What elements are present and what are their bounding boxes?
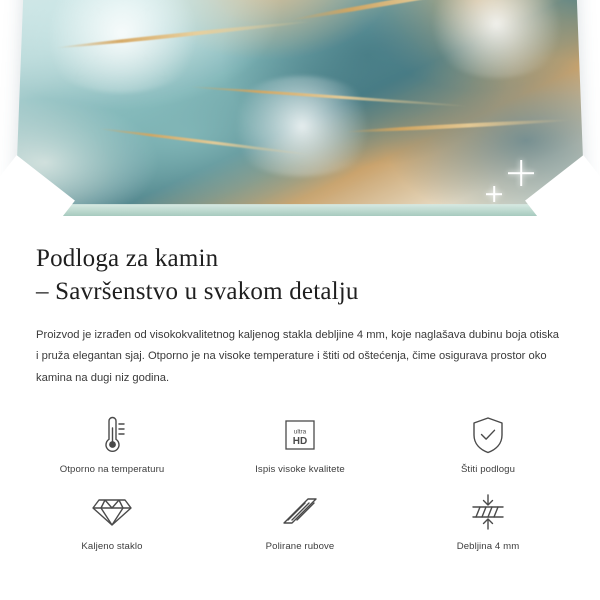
feature-label: Otporno na temperaturu: [59, 464, 165, 476]
thickness-icon: [467, 489, 509, 535]
ultra-hd-icon: [280, 412, 320, 458]
text-block: [0, 216, 600, 390]
feature-label: Štiti podlogu: [460, 464, 516, 476]
feature-label: Ispis visoke kvalitete: [255, 464, 345, 476]
feature-item-tempered-glass: [18, 489, 206, 552]
feature-item-protects-surface: [394, 412, 582, 475]
hero-image: [0, 0, 600, 216]
feature-item-polished-edges: [206, 489, 394, 552]
svg-text:HD: HD: [292, 436, 308, 448]
feature-item-print-quality: [206, 412, 394, 475]
feature-label: Polirane rubove: [265, 541, 335, 553]
description-paragraph: Proizvod je izrađen od visokokvalitetnog kaljenog stakla debljine 4 mm, koje naglašava dubinu boja otiska i pruža elegantan sjaj. Otporno je na visoke temperature i štiti od oštećenja, čime osigurava prostor oko kamina na dugi niz godina.: [36, 328, 560, 385]
feature-label: Kaljeno staklo: [81, 541, 143, 553]
feature-item-thickness: [394, 489, 582, 552]
feature-item-temperature: [18, 412, 206, 475]
headline-line-1: Podloga za kamin: [36, 245, 219, 272]
shield-check-icon: [468, 412, 508, 458]
feature-grid: [0, 412, 600, 552]
glass-edge: [15, 204, 585, 216]
diamond-icon: [91, 489, 133, 535]
glass-panel-render: [15, 0, 585, 216]
feature-label: Debljina 4 mm: [456, 541, 520, 553]
thermometer-icon: [95, 412, 129, 458]
svg-text:ultra: ultra: [293, 428, 307, 436]
page-title: [36, 242, 564, 309]
headline-line-2: – Savršenstvo u svakom detalju: [36, 278, 359, 306]
polished-edges-icon: [279, 489, 321, 535]
